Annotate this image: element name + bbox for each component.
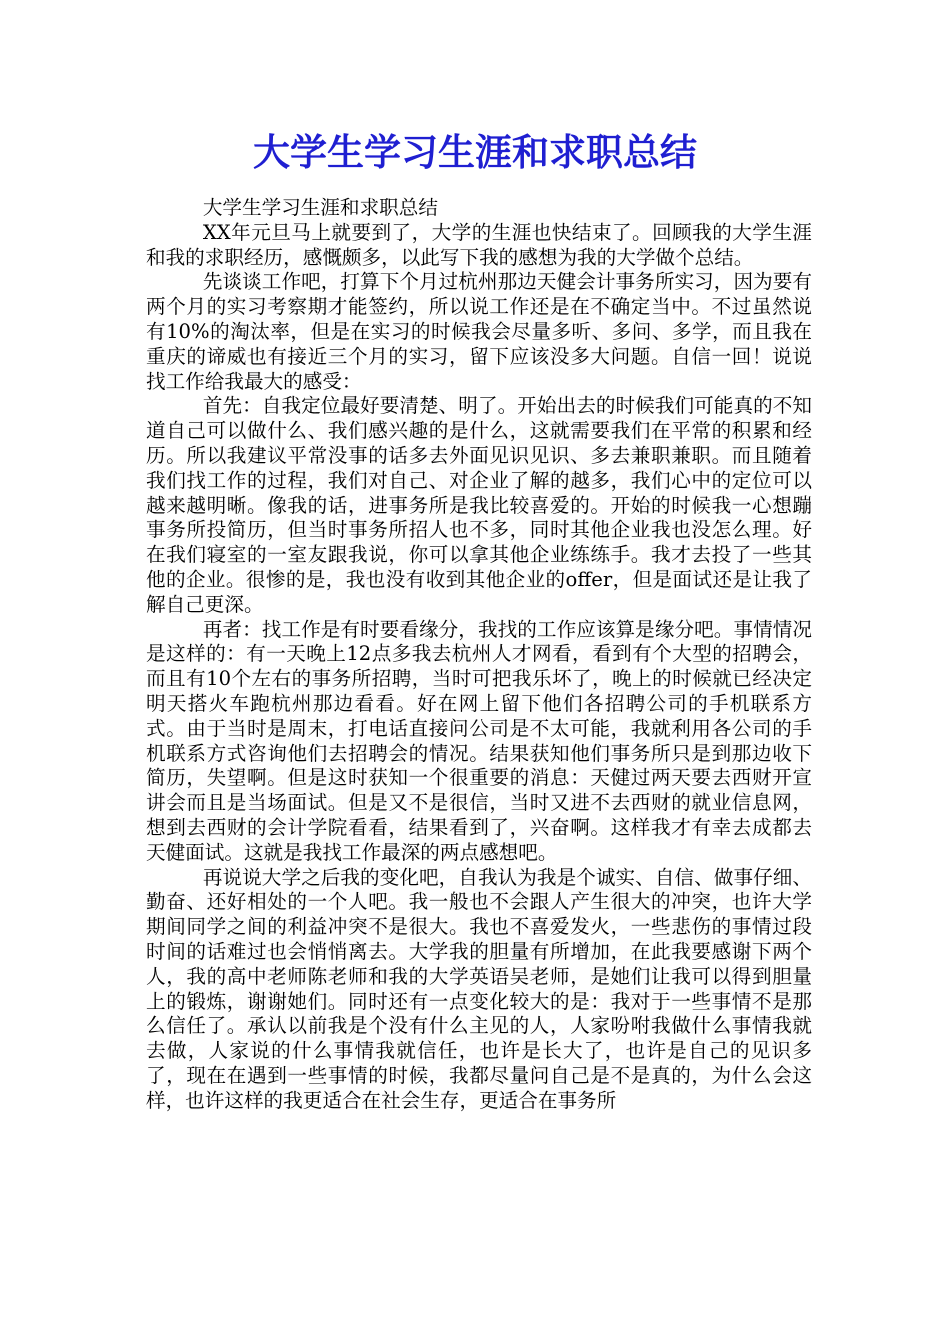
paragraph-first: 首先：自我定位最好要清楚、明了。开始出去的时候我们可能真的不知道自己可以做什么、我们感兴趣的是什么，这就需要我们在平常的积累和经历。所以我建议平常没事的话多去外面见识见识、多去兼职兼职。而且随着我们找工作的过程，我们对自己、对企业了解的越多，我们心中的定位可以越来越明晰。像我的话，进事务所是我比较喜爱的。开始的时候我一心想蹦事务所投简历，但当时事务所招人也不多，同时其他企业我也没怎么理。好在我们寝室的一室友跟我说，你可以拿其他企业练练手。我才去投了一些其他的企业。很惨的是，我也没有收到其他企业的offer，但是面试还是让我了解自己更深。 [146, 394, 812, 616]
paragraph-work: 先谈谈工作吧，打算下个月过杭州那边天健会计事务所实习，因为要有两个月的实习考察期才能签约，所以说工作还是在不确定当中。不过虽然说有10%的淘汰率，但是在实习的时候我会尽量多听、多问、多学，而且我在重庆的谛威也有接近三个月的实习，留下应该没多大问题。自信一回！说说找工作给我最大的感受： [146, 270, 812, 393]
paragraph-changes: 再说说大学之后我的变化吧，自我认为我是个诚实、自信、做事仔细、勤奋、还好相处的一个人吧。我一般也不会跟人产生很大的冲突，也许大学期间同学之间的利益冲突不是很大。我也不喜爱发火，一些悲伤的事情过段时间的话难过也会悄悄离去。大学我的胆量有所增加，在此我要感谢下两个人，我的高中老师陈老师和我的大学英语吴老师，是她们让我可以得到胆量上的锻炼，谢谢她们。同时还有一点变化较大的是：我对于一些事情不是那么信任了。承认以前我是个没有什么主见的人，人家吩咐我做什么事情我就去做，人家说的什么事情我就信任，也许是长大了，也许是自己的见识多了，现在在遇到一些事情的时候，我都尽量问自己是不是真的，为什么会这样，也许这样的我更适合在社会生存，更适合在事务所 [146, 865, 812, 1112]
paragraph-second: 再者：找工作是有时要看缘分，我找的工作应该算是缘分吧。事情情况是这样的：有一天晚上12点多我去杭州人才网看，看到有个大型的招聘会，而且有10个左右的事务所招聘，当时可把我乐坏了，晚上的时候就已经决定明天搭火车跑杭州那边看看。好在网上留下他们各招聘公司的手机联系方式。由于当时是周末，打电话直接问公司是不太可能，我就利用各公司的手机联系方式咨询他们去招聘会的情况。结果获知他们事务所只是到那边收下简历，失望啊。但是这时获知一个很重要的消息：天健过两天要去西财开宣讲会而且是当场面试。但是又不是很信，当时又进不去西财的就业信息网，想到去西财的会计学院看看，结果看到了，兴奋啊。这样我才有幸去成都去天健面试。这就是我找工作最深的两点感想吧。 [146, 617, 812, 864]
document-title: 大学生学习生涯和求职总结 [253, 130, 697, 174]
paragraph-intro: XX年元旦马上就要到了，大学的生涯也快结束了。回顾我的大学生涯和我的求职经历，感慨颇多，以此写下我的感想为我的大学做个总结。 [146, 220, 812, 269]
document-body [146, 196, 812, 1113]
paragraph-subtitle: 大学生学习生涯和求职总结 [202, 196, 438, 219]
